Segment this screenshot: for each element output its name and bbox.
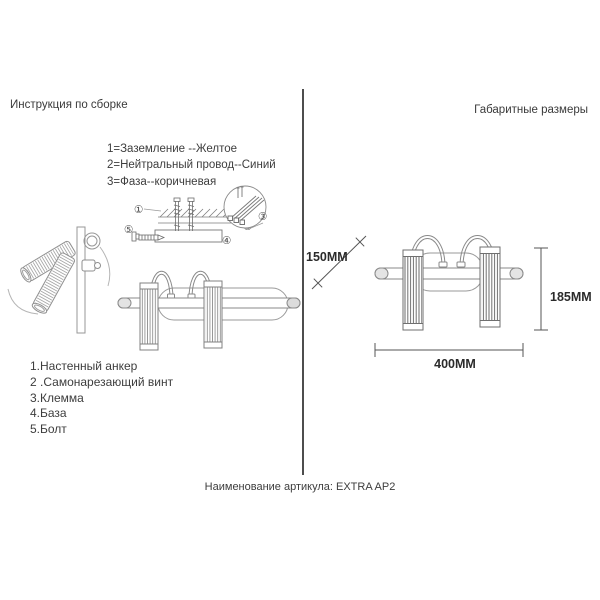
height-dimension-label: 185MM bbox=[550, 290, 592, 304]
wiring-line-phase: 3=Фаза--коричневая bbox=[107, 175, 217, 188]
shade-left bbox=[403, 250, 423, 330]
shade-left bbox=[140, 283, 158, 350]
crossbar-right-cap bbox=[287, 298, 300, 308]
wiring-line-neutral: 2=Нейтральный провод--Синий bbox=[107, 159, 276, 172]
callout-4-badge: ④ bbox=[222, 235, 232, 247]
dimensioned-drawing bbox=[300, 210, 595, 375]
width-dimension-label: 400MM bbox=[434, 357, 476, 371]
crossbar-left-cap bbox=[118, 298, 131, 308]
callout-3-badge: ③ bbox=[258, 211, 268, 223]
crossbar-right-cap bbox=[510, 268, 523, 279]
lamp-front-view-drawing bbox=[115, 250, 305, 362]
wiring-line-ground: 1=Заземление --Желтое bbox=[107, 143, 238, 155]
left-section-title: Инструкция по сборке bbox=[10, 99, 128, 111]
shade-right bbox=[204, 281, 222, 348]
callout-1-badge: ① bbox=[134, 204, 144, 216]
hanging-ring bbox=[84, 233, 100, 249]
part-item-anchor: 1.Настенный анкер bbox=[30, 359, 138, 373]
part-item-screw: 2 .Самонарезающий винт bbox=[30, 374, 174, 389]
width-dimension-line bbox=[375, 343, 523, 357]
mounting-plate bbox=[155, 230, 222, 242]
callout-1-leader bbox=[144, 209, 161, 211]
part-item-bolt: 5.Болт bbox=[30, 422, 67, 437]
rotation-arc bbox=[100, 247, 110, 286]
right-section-title: Габаритные размеры bbox=[474, 104, 588, 116]
mount-clamp bbox=[82, 260, 95, 271]
crossbar-left-cap bbox=[375, 268, 388, 279]
depth-dimension-label: 150MM bbox=[306, 250, 348, 264]
parts-list bbox=[30, 359, 173, 438]
callout-5-badge: ⑤ bbox=[124, 224, 134, 236]
assembly-steps-diagram bbox=[115, 183, 305, 255]
part-item-base: 4.База bbox=[30, 406, 67, 421]
height-dimension-line bbox=[534, 248, 548, 330]
crossbar bbox=[375, 268, 523, 279]
part-item-terminal: 3.Клемма bbox=[30, 390, 84, 405]
shade-right bbox=[480, 247, 500, 327]
article-name-line: Наименование артикула: EXTRA AP2 bbox=[204, 481, 396, 493]
